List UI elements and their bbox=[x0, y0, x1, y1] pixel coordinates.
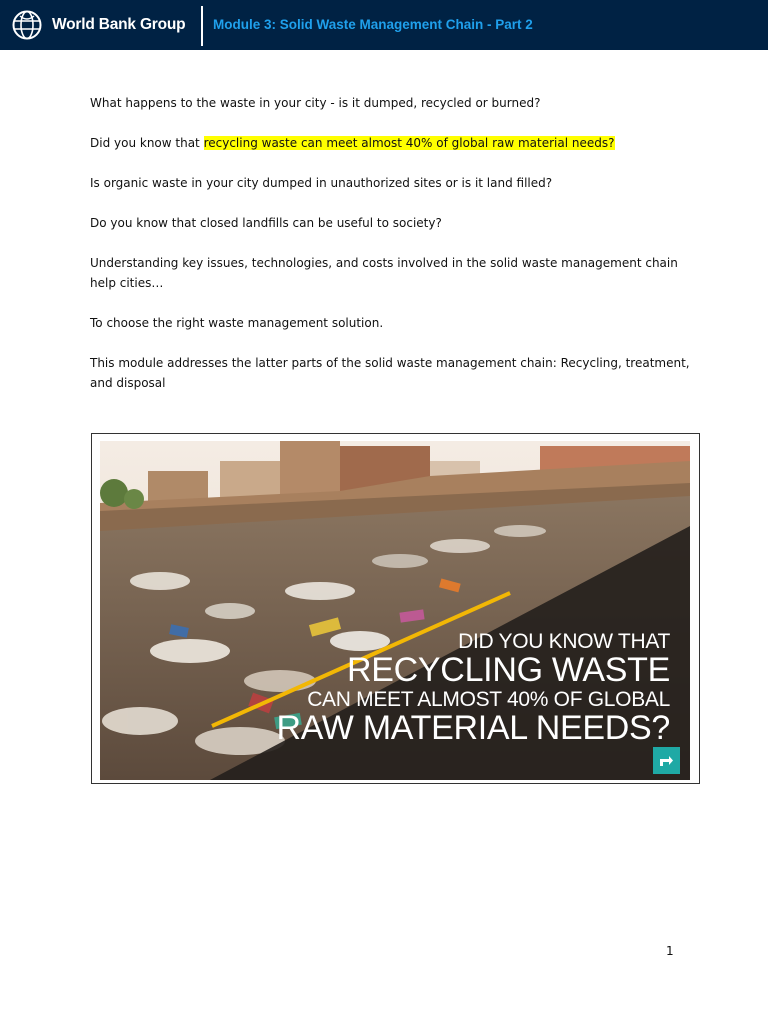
overlay-line-4: RAW MATERIAL NEEDS? bbox=[276, 709, 670, 747]
paragraph-closed-landfills: Do you know that closed landfills can be useful to society? bbox=[90, 216, 442, 230]
module-title: Module 3: Solid Waste Management Chain - Part 2 bbox=[213, 17, 533, 32]
world-bank-logo[interactable] bbox=[12, 9, 185, 41]
intro-text bbox=[90, 93, 690, 393]
header-divider bbox=[201, 6, 203, 46]
brand-name: World Bank Group bbox=[52, 16, 186, 33]
share-button[interactable] bbox=[653, 747, 680, 774]
paragraph-organic-waste: Is organic waste in your city dumped in unauthorized sites or is it land filled? bbox=[90, 176, 553, 190]
page-header bbox=[0, 0, 768, 50]
world-bank-globe-icon bbox=[12, 10, 42, 40]
overlay-line-1: DID YOU KNOW THAT bbox=[458, 630, 670, 653]
recycling-prefix: Did you know that bbox=[90, 136, 204, 150]
overlay-line-3: CAN MEET ALMOST 40% OF GLOBAL bbox=[307, 688, 670, 711]
paragraph-choose-solution: To choose the right waste management solution. bbox=[90, 316, 384, 330]
overlay-line-2: RECYCLING WASTE bbox=[347, 651, 670, 689]
infographic-frame bbox=[91, 433, 700, 784]
share-icon bbox=[658, 753, 675, 768]
paragraph-waste-question: What happens to the waste in your city - is it dumped, recycled or burned? bbox=[90, 96, 541, 110]
page-number: 1 bbox=[666, 944, 674, 958]
paragraph-recycling-fact bbox=[90, 133, 690, 153]
highlighted-fact: recycling waste can meet almost 40% of global raw material needs? bbox=[203, 136, 615, 150]
paragraph-module-scope: This module addresses the latter parts of the solid waste management chain: Recycling, treatment, and disposal bbox=[90, 356, 690, 390]
landfill-photo bbox=[100, 441, 690, 780]
paragraph-key-issues: Understanding key issues, technologies, and costs involved in the solid waste management chain help cities… bbox=[90, 256, 678, 290]
